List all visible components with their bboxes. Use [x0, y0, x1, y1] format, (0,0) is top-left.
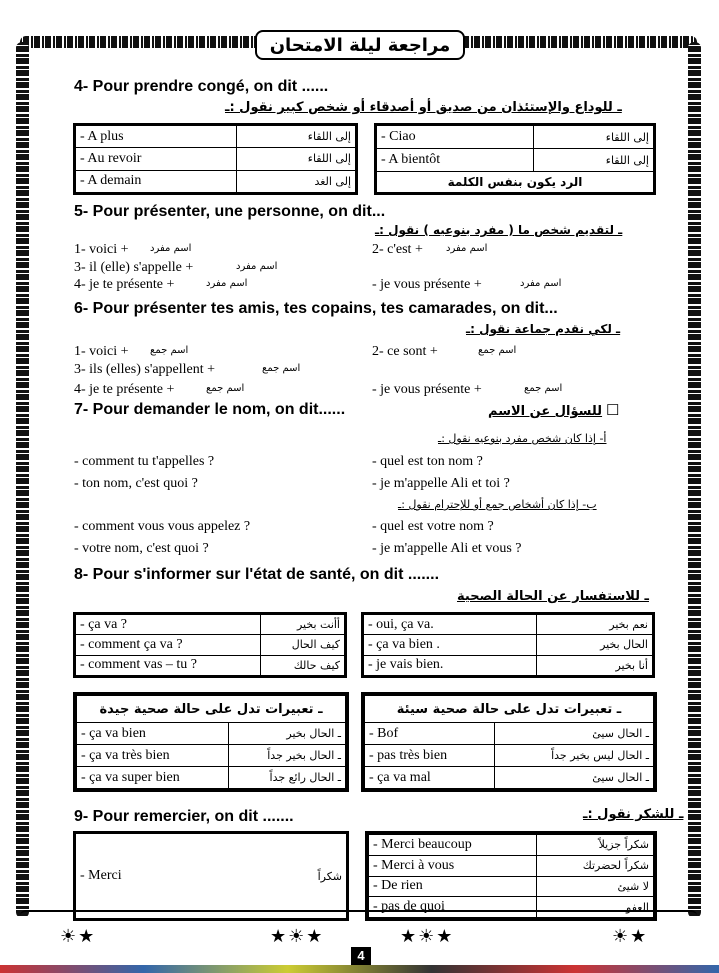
s8-q-ar-1: أأنت بخير [260, 615, 344, 635]
s7-a-3: - ton nom, c'est quoi ? [74, 476, 198, 491]
s7-b-2: - quel est votre nom ? [372, 519, 494, 534]
star-icon-mid-right: ★☀★ [400, 926, 455, 946]
s4-right-fr-1: - Ciao [377, 126, 534, 149]
s9-left-ar: شكراً [317, 869, 342, 883]
s5-line-1: 1- voici + [74, 242, 129, 257]
s8-a-fr-2: - ça va bien . [364, 635, 537, 655]
s7-a-2: - quel est ton nom ? [372, 454, 483, 469]
section-8-title: 8- Pour s'informer sur l'état de santé, on dit ....... [74, 566, 440, 583]
s5-line-3: 3- il (elle) s'appelle + [74, 260, 194, 275]
s5-line-2: 2- c'est + [372, 242, 423, 257]
section-5-title: 5- Pour présenter, une personne, on dit... [74, 203, 386, 220]
s8-bad-ar-2: ـ الحال ليس بخير جداً [494, 745, 653, 767]
section-6-title: 6- Pour présenter tes amis, tes copains, tes camarades, on dit... [74, 300, 558, 317]
s9-right-fr-1: - Merci beaucoup [369, 835, 537, 856]
s4-left-fr-2: - Au revoir [76, 148, 237, 170]
s7-a-4: - je m'appelle Ali et toi ? [372, 476, 510, 491]
s4-left-fr-3: - A demain [76, 170, 237, 192]
s5-line-2-ar: اسم مفرد [446, 243, 488, 254]
s8-questions-box [73, 612, 347, 678]
s9-left-fr: - Merci [80, 868, 122, 883]
s9-right-ar-3: لا شيئ [536, 876, 653, 897]
decorative-border-left [16, 42, 29, 918]
s8-good-ar-1: ـ الحال بخير [229, 723, 346, 745]
section-8-arabic: ـ للاستفسار عن الحالة الصحية [457, 589, 649, 604]
s7-b-3: - votre nom, c'est quoi ? [74, 541, 209, 556]
s8-good-ar-2: ـ الحال بخير جداً [229, 745, 346, 767]
s4-left-ar-1: إلى اللقاء [236, 126, 355, 148]
s7-b-1: - comment vous vous appelez ? [74, 519, 251, 534]
s5-line-4: 4- je te présente + [74, 277, 175, 292]
s6-line-2: 2- ce sont + [372, 344, 438, 359]
s9-right-ar-1: شكراً جزيلاً [536, 835, 653, 856]
s8-good-title: ـ تعبيرات تدل على حالة صحية جيدة [77, 696, 346, 723]
s8-bad-fr-1: - Bof [365, 723, 495, 745]
s4-right-ar-1: إلى اللقاء [533, 126, 653, 149]
s8-bad-box [361, 692, 657, 792]
s9-left-box [73, 831, 349, 921]
s5-line-3-ar: اسم مفرد [236, 261, 278, 272]
s8-q-fr-1: - ça va ? [76, 615, 261, 635]
s8-bad-ar-1: ـ الحال سيئ [494, 723, 653, 745]
s7-b-4: - je m'appelle Ali et vous ? [372, 541, 522, 556]
s5-line-5-ar: اسم مفرد [520, 278, 562, 289]
section-6-arabic: ـ لكي نقدم جماعة نقول :ـ [466, 322, 621, 336]
page-number: 4 [351, 947, 371, 965]
s8-bad-fr-3: - ça va mal [365, 767, 495, 789]
s8-bad-ar-3: ـ الحال سيئ [494, 767, 653, 789]
s8-a-ar-2: الحال بخير [536, 635, 652, 655]
s9-right-fr-3: - De rien [369, 876, 537, 897]
s8-good-ar-3: ـ الحال رائع جداً [229, 767, 346, 789]
s6-line-5-ar: اسم جمع [524, 383, 563, 394]
s7-sub-b: ب- إذا كان أشخاص جمع أو للإحترام نقول :ـ [398, 498, 597, 511]
s8-good-fr-1: - ça va bien [77, 723, 229, 745]
s8-bad-fr-2: - pas très bien [365, 745, 495, 767]
decorative-border-right [688, 42, 701, 918]
s8-bad-title: ـ تعبيرات تدل على حالة صحية سيئة [365, 696, 654, 723]
s9-right-ar-4: العفو [536, 897, 653, 918]
checkbox-icon: ☐ [606, 403, 620, 419]
s6-line-4-ar: اسم جمع [206, 383, 245, 394]
s4-right-fr-2: - A bientôt [377, 149, 534, 172]
section-5-arabic: ـ لتقديم شخص ما ( مفرد بنوعيه ) نقول :ـ [375, 223, 623, 237]
s6-line-1-ar: اسم جمع [150, 345, 189, 356]
s8-a-fr-3: - je vais bien. [364, 655, 537, 675]
page-header: مراجعة ليلة الامتحان [255, 30, 465, 60]
s8-answers-box [361, 612, 655, 678]
s8-q-fr-3: - comment vas – tu ? [76, 655, 261, 675]
s5-line-5: - je vous présente + [372, 277, 482, 292]
s8-q-ar-3: كيف حالك [260, 655, 344, 675]
s8-a-fr-1: - oui, ça va. [364, 615, 537, 635]
s9-right-ar-2: شكراً لحضرتك [536, 855, 653, 876]
s6-line-2-ar: اسم جمع [478, 345, 517, 356]
s8-a-ar-3: أنا بخير [536, 655, 652, 675]
star-icon-mid-left: ★☀★ [270, 926, 325, 946]
s4-left-ar-3: إلى الغد [236, 170, 355, 192]
s7-a-1: - comment tu t'appelles ? [74, 454, 215, 469]
section-9-arabic: ـ للشكر نقول :ـ [583, 807, 684, 822]
s4-left-fr-1: - A plus [76, 126, 237, 148]
bottom-strip [0, 965, 719, 973]
s8-good-fr-2: - ça va très bien [77, 745, 229, 767]
section-9-title: 9- Pour remercier, on dit ....... [74, 808, 294, 825]
s7-sub-a: أ- إذا كان شخص مفرد بنوعيه نقول :ـ [438, 432, 607, 445]
section-7-arabic: للسؤال عن الاسم [488, 404, 603, 419]
s9-right-fr-4: - pas de quoi [369, 897, 537, 918]
section-4-title: 4- Pour prendre congé, on dit ...... [74, 78, 329, 95]
star-icon-right: ☀★ [612, 926, 649, 946]
s4-right-ar-2: إلى اللقاء [533, 149, 653, 172]
s4-left-ar-2: إلى اللقاء [236, 148, 355, 170]
s8-good-fr-3: - ça va super bien [77, 767, 229, 789]
s9-right-fr-2: - Merci à vous [369, 855, 537, 876]
s4-right-box [374, 123, 656, 195]
s6-line-3-ar: اسم جمع [262, 363, 301, 374]
s6-line-1: 1- voici + [74, 344, 129, 359]
s4-right-note: الرد يكون بنفس الكلمة [377, 172, 654, 193]
s8-good-box [73, 692, 349, 792]
s8-a-ar-1: نعم بخير [536, 615, 652, 635]
s8-q-fr-2: - comment ça va ? [76, 635, 261, 655]
s6-line-4: 4- je te présente + [74, 382, 175, 397]
s9-right-box [365, 831, 657, 921]
s6-line-3: 3- ils (elles) s'appellent + [74, 362, 216, 377]
s6-line-5: - je vous présente + [372, 382, 482, 397]
star-icon-left: ☀★ [60, 926, 97, 946]
section-7-title: 7- Pour demander le nom, on dit...... [74, 401, 346, 418]
section-4-arabic: ـ للوداع والإستئذان من صديق أو أصدقاء أو شخص كبير نقول :ـ [225, 100, 622, 115]
s5-line-4-ar: اسم مفرد [206, 278, 248, 289]
s4-left-box [73, 123, 358, 195]
s5-line-1-ar: اسم مفرد [150, 243, 192, 254]
s8-q-ar-2: كيف الحال [260, 635, 344, 655]
